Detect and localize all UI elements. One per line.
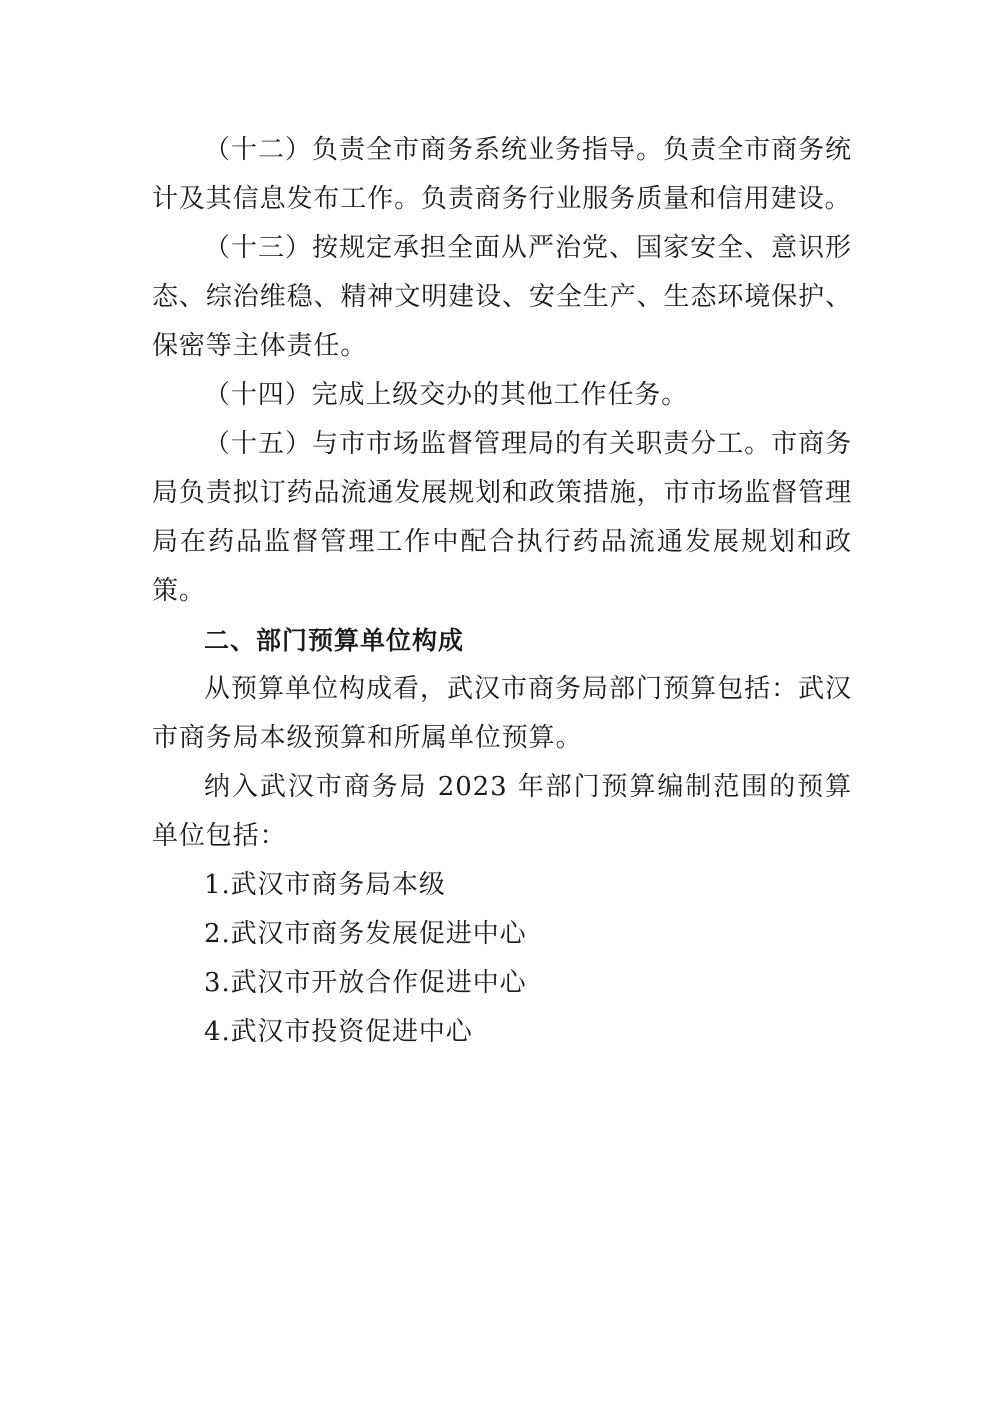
- paragraph-item-15: （十五）与市市场监督管理局的有关职责分工。市商务局负责拟订药品流通发展规划和政策措施，市市场监督管理局在药品监督管理工作中配合执行药品流通发展规划和政策。: [152, 429, 852, 606]
- document-body: [152, 126, 852, 1057]
- paragraph-budget-scope: 纳入武汉市商务局 2023 年部门预算编制范围的预算单位包括：: [152, 772, 852, 851]
- list-item: 1.武汉市商务局本级: [204, 870, 446, 900]
- budget-unit-list: [152, 861, 852, 1057]
- paragraph-budget-composition: 从预算单位构成看，武汉市商务局部门预算包括：武汉市商务局本级预算和所属单位预算。: [152, 674, 852, 753]
- list-item: 4.武汉市投资促进中心: [204, 1017, 473, 1047]
- paragraph-item-14: （十四）完成上级交办的其他工作任务。: [204, 380, 689, 410]
- paragraph-item-12: （十二）负责全市商务系统业务指导。负责全市商务统计及其信息发布工作。负责商务行业服务质量和信用建设。: [152, 135, 852, 214]
- list-item: 3.武汉市开放合作促进中心: [204, 968, 527, 998]
- list-item: 2.武汉市商务发展促进中心: [204, 919, 527, 949]
- paragraph-item-13: （十三）按规定承担全面从严治党、国家安全、意识形态、综治维稳、精神文明建设、安全生产、生态环境保护、保密等主体责任。: [152, 233, 852, 361]
- section-heading: 二、部门预算单位构成: [204, 626, 465, 655]
